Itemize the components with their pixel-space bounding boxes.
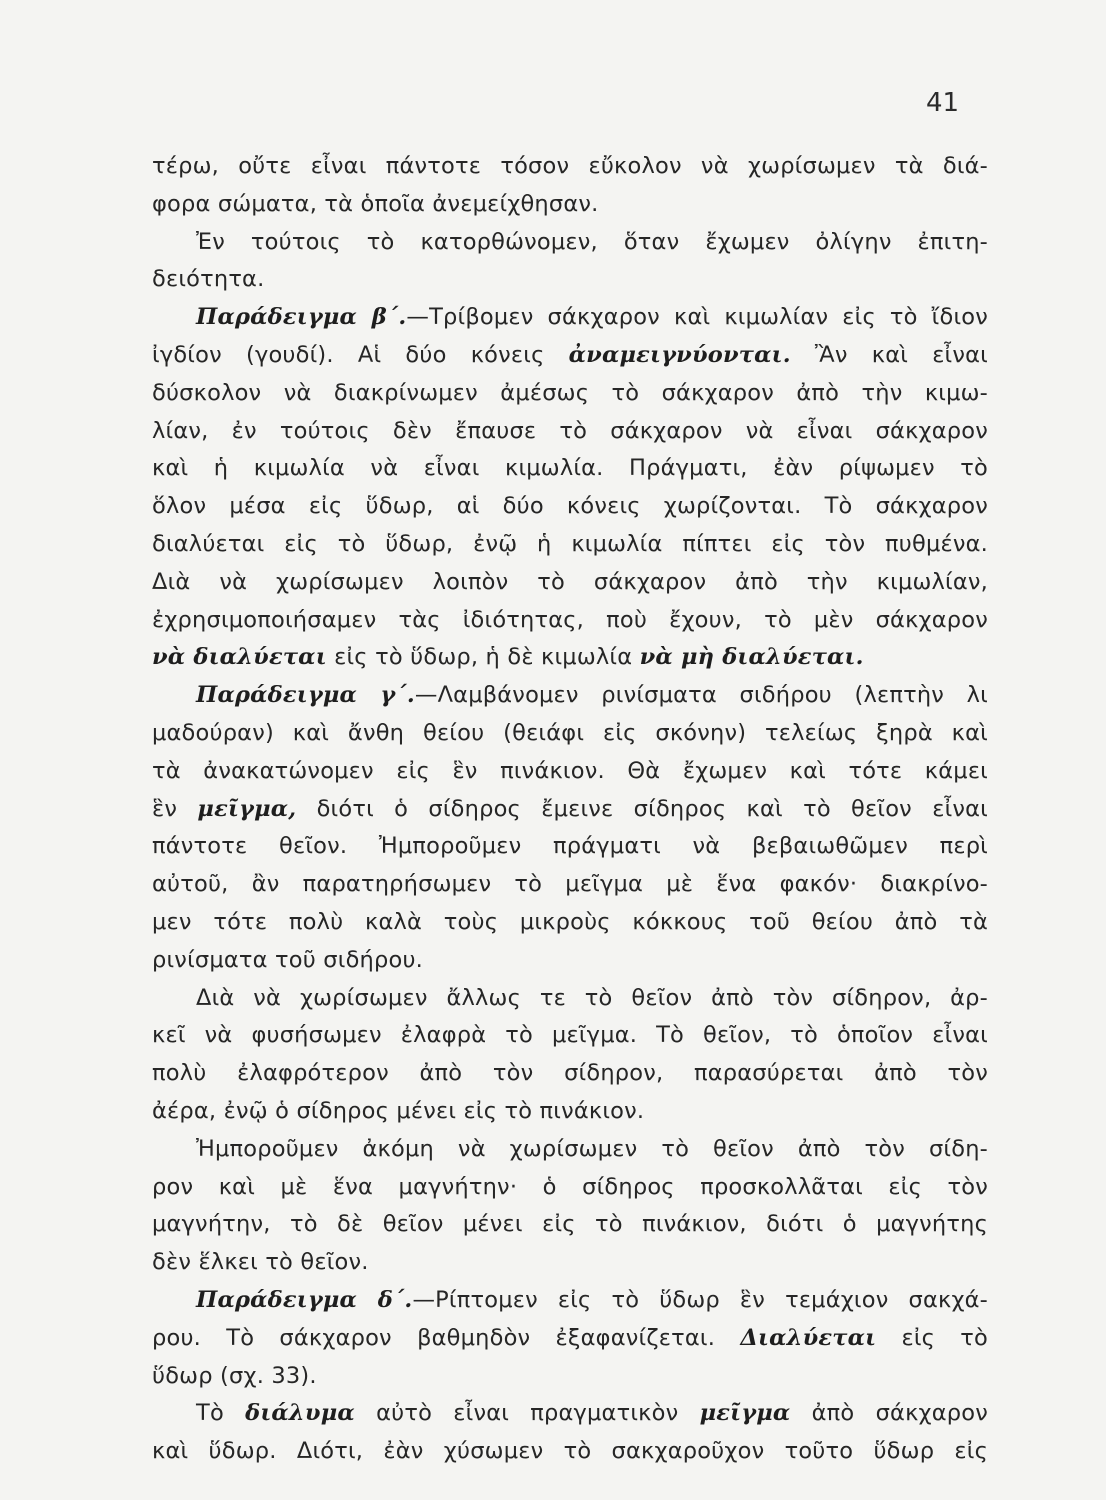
emphasized-term: Διαλύεται <box>740 1324 877 1351</box>
emphasized-term: νὰ διαλύεται <box>152 644 327 671</box>
text-line: ὕδωρ (σχ. 33). <box>152 1362 317 1389</box>
emphasized-term: ἀναμειγνύονται. <box>568 341 791 368</box>
example-heading: Παράδειγμα δ΄. <box>196 1286 413 1313</box>
text-line: διαλύεται εἰς τὸ ὕδωρ, ἐνῷ ἡ κιμωλία πίπτει εἰς τὸν πυθμένα. <box>152 530 988 557</box>
text-line: ἀέρα, ἐνῷ ὁ σίδηρος μένει εἰς τὸ πινάκιον. <box>152 1097 645 1124</box>
text-line: ὅλον μέσα εἰς ὕδωρ, αἱ δύο κόνεις χωρίζονται. Τὸ σάκχαρον <box>152 493 988 520</box>
text-line: μαδούραν) καὶ ἄνθη θείου (θειάφι εἰς σκόνην) τελείως ξηρὰ καὶ <box>152 719 988 746</box>
example-heading: Παράδειγμα γ΄. <box>196 682 415 709</box>
text-line: καὶ ὕδωρ. Διότι, ἐὰν χύσωμεν τὸ σακχαροῦχον τοῦτο ὕδωρ εἰς <box>152 1438 988 1465</box>
text-line: Ἠμποροῦμεν ἀκόμη νὰ χωρίσωμεν τὸ θεῖον ἀπὸ τὸν σίδη- <box>196 1135 988 1162</box>
text-line: μεν τότε πολὺ καλὰ τοὺς μικροὺς κόκκους τοῦ θείου ἀπὸ τὰ <box>152 908 988 935</box>
text-line: ρον καὶ μὲ ἕνα μαγνήτην· ὁ σίδηρος προσκολλᾶται εἰς τὸν <box>152 1173 988 1200</box>
text-line: λίαν, ἐν τούτοις δὲν ἔπαυσε τὸ σάκχαρον νὰ εἶναι σάκχαρον <box>152 417 988 444</box>
text-line: καὶ ἡ κιμωλία νὰ εἶναι κιμωλία. Πράγματι, ἐὰν ρίψωμεν τὸ <box>152 455 988 482</box>
text-line: Παράδειγμα γ΄.—Λαμβάνομεν ρινίσματα σιδήρου (λεπτὴν λι <box>196 682 988 709</box>
emphasized-term: διάλυμα <box>245 1400 355 1427</box>
body-text <box>152 148 988 1471</box>
text-line: Ἐν τούτοις τὸ κατορθώνομεν, ὅταν ἔχωμεν ὀλίγην ἐπιτη- <box>196 228 988 255</box>
emphasized-term: νὰ μὴ διαλύεται. <box>639 644 864 671</box>
text-line: ἰγδίον (γουδί). Αἱ δύο κόνεις ἀναμειγνύονται. Ἂν καὶ εἶναι <box>152 341 988 368</box>
example-heading: Παράδειγμα β΄. <box>196 304 407 331</box>
text-line: φορα σώματα, τὰ ὁποῖα ἀνεμείχθησαν. <box>152 190 599 217</box>
text-line: μαγνήτην, τὸ δὲ θεῖον μένει εἰς τὸ πινάκιον, διότι ὁ μαγνήτης <box>152 1211 988 1238</box>
text-line: ρινίσματα τοῦ σιδήρου. <box>152 946 424 973</box>
text-line: κεῖ νὰ φυσήσωμεν ἐλαφρὰ τὸ μεῖγμα. Τὸ θεῖον, τὸ ὁποῖον εἶναι <box>152 1022 988 1049</box>
text-line: πολὺ ἐλαφρότερον ἀπὸ τὸν σίδηρον, παρασύρεται ἀπὸ τὸν <box>152 1060 988 1087</box>
text-line: νὰ διαλύεται εἰς τὸ ὕδωρ, ἡ δὲ κιμωλία νὰ μὴ διαλύεται. <box>152 644 864 671</box>
text-line: δὲν ἕλκει τὸ θεῖον. <box>152 1249 369 1276</box>
text-line: Τὸ διάλυμα αὐτὸ εἶναι πραγματικὸν μεῖγμα ἀπὸ σάκχαρον <box>196 1400 988 1427</box>
text-line: πάντοτε θεῖον. Ἠμποροῦμεν πράγματι νὰ βεβαιωθῶμεν περὶ <box>152 833 988 860</box>
text-line: αὐτοῦ, ἂν παρατηρήσωμεν τὸ μεῖγμα μὲ ἕνα φακόν· διακρίνο- <box>152 871 988 898</box>
text-line: τὰ ἀνακατώνομεν εἰς ἓν πινάκιον. Θὰ ἔχωμεν καὶ τότε κάμει <box>152 757 988 784</box>
text-line: ἓν μεῖγμα, διότι ὁ σίδηρος ἔμεινε σίδηρος καὶ τὸ θεῖον εἶναι <box>152 795 988 822</box>
text-line: δύσκολον νὰ διακρίνωμεν ἀμέσως τὸ σάκχαρον ἀπὸ τὴν κιμω- <box>152 379 988 406</box>
text-line: Διὰ νὰ χωρίσωμεν λοιπὸν τὸ σάκχαρον ἀπὸ τὴν κιμωλίαν, <box>152 568 988 595</box>
text-line: Παράδειγμα δ΄.—Ρίπτομεν εἰς τὸ ὕδωρ ἓν τεμάχιον σακχά- <box>196 1286 988 1313</box>
emphasized-term: μεῖγμα, <box>197 795 297 822</box>
text-line: τέρω, οὔτε εἶναι πάντοτε τόσον εὔκολον νὰ χωρίσωμεν τὰ διά- <box>152 153 988 179</box>
emphasized-term: μεῖγμα <box>699 1400 791 1427</box>
text-line: δειότητα. <box>152 266 265 293</box>
text-line: Διὰ νὰ χωρίσωμεν ἄλλως τε τὸ θεῖον ἀπὸ τὸν σίδηρον, ἀρ- <box>196 984 988 1011</box>
text-line: ἐχρησιμοποιήσαμεν τὰς ἰδιότητας, ποὺ ἔχουν, τὸ μὲν σάκχαρον <box>152 606 988 633</box>
page-number: 41 <box>926 88 960 118</box>
text-line: ρου. Τὸ σάκχαρον βαθμηδὸν ἐξαφανίζεται. Διαλύεται εἰς τὸ <box>152 1324 988 1351</box>
text-line: Παράδειγμα β΄.—Τρίβομεν σάκχαρον καὶ κιμωλίαν εἰς τὸ ἴδιον <box>196 304 988 331</box>
